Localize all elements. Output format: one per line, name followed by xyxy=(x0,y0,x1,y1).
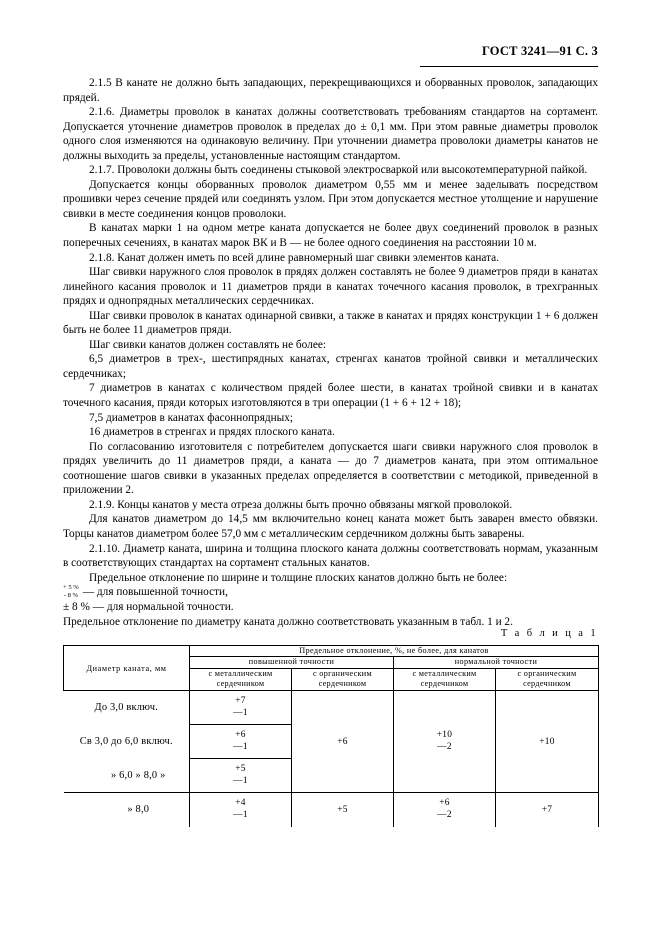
paragraph-lay-16: 16 диаметров в стренгах и прядях плоского каната. xyxy=(89,426,335,439)
paragraph-2-1-6: 2.1.6. Диаметры проволок в канатах должны соответствовать требованиям стандартов на сортамент. Допускается уточнение диаметров проволок в пределах до ± 0,1 мм. При этом равные диаметры проволок одного слоя изменяются на одинаковую величину. При уточнении диаметра проволоки диаметры канатов не должны выходить за пределы, установленные настоящим стандартом. xyxy=(63,106,598,162)
table-header-row-span xyxy=(64,646,599,657)
paragraph-rope-ends-welding: Для канатов диаметром до 14,5 мм включительно конец каната может быть заварен вместо обвязки. Торцы канатов диаметром более 57,0 мм с металлическим сердечником должны быть заварены. xyxy=(63,513,598,540)
cell-upper: +10 xyxy=(436,730,453,741)
cell-organic-high-merged: +6 xyxy=(292,691,394,793)
paragraph-2-1-7: 2.1.7. Проволоки должны быть соединены стыковой электросваркой или высокотемпературной пайкой. xyxy=(89,164,588,177)
body-text xyxy=(63,76,598,629)
cell-organic-high-over-8: +5 xyxy=(292,793,394,827)
cell-metal-high-up-to-3 xyxy=(190,691,292,725)
cell-metal-high-over-8 xyxy=(190,793,292,827)
paragraph-mark-1-joints: В канатах марки 1 на одном метре каната допускается не более двух соединений проволок в разных поперечных сечениях, в канатах марок ВК и В — не более одного соединения на расстоянии 10 м. xyxy=(63,222,598,250)
tolerance-normal-precision-line: ± 8 % — для нормальной точности. xyxy=(63,601,234,614)
table-header-diameter: Диаметр каната, мм xyxy=(64,646,190,691)
paragraph-2-1-9: 2.1.9. Концы канатов у места отреза должны быть прочно обвязаны мягкой проволокой. xyxy=(89,498,513,511)
table-header-organic-core-high: с органическим сердечником xyxy=(292,668,394,690)
paragraph-2-1-5: 2.1.5 В канате не должно быть западающих, перекрещивающихся и оборванных проволок, западающих прядей. xyxy=(63,77,598,104)
table-row xyxy=(64,793,599,827)
tolerance-table-wrap xyxy=(63,645,598,827)
tolerance-stack xyxy=(63,584,79,599)
cell-lower: —2 xyxy=(437,741,452,752)
paragraph-lay-7-5: 7,5 диаметров в канатах фасоннопрядных; xyxy=(89,411,294,424)
cell-metal-normal-over-8 xyxy=(394,793,496,827)
paragraph-outer-layer-lay: Шаг свивки наружного слоя проволок в прядях должен составлять не более 9 диаметров пряди в канатах линейного касания проволок и 11 диаметров пряди в канатах точечного касания проволок, в трехгранных прядях и однопрядных металлических сердечниках. xyxy=(63,266,598,308)
cell-upper: +6 xyxy=(235,730,246,741)
paragraph-single-lay: Шаг свивки проволок в канатах одинарной свивки, а также в канатах и прядях конструкции 1 + 6 должен быть не более 11 диаметров пряди. xyxy=(63,309,598,337)
cell-metal-high-6-to-8 xyxy=(190,759,292,793)
table-caption: Т а б л и ц а 1 xyxy=(500,628,598,639)
tolerance-table xyxy=(63,645,599,827)
table-header-group-high: повышенной точности xyxy=(190,657,394,668)
table-header-group-normal: нормальной точности xyxy=(394,657,599,668)
table-header-metal-core-normal: с металлическим сердечником xyxy=(394,668,496,690)
paragraph-2-1-8: 2.1.8. Канат должен иметь по всей длине равномерный шаг свивки элементов каната. xyxy=(89,251,500,264)
tolerance-high-precision-text: — для повышенной точности, xyxy=(82,586,228,599)
table-header-deviation: Предельное отклонение, %, не более, для канатов xyxy=(190,646,599,657)
row-label-6-to-8: » 6,0 » 8,0 » xyxy=(110,769,166,781)
cell-organic-normal-merged: +10 xyxy=(496,691,599,793)
tolerance-upper: + 5 % xyxy=(63,584,79,592)
tolerance-high-precision-line xyxy=(63,585,598,600)
table-header-organic-core-normal: с органическим сердечником xyxy=(496,668,599,690)
cell-upper: +4 xyxy=(235,798,246,809)
paragraph-2-1-10: 2.1.10. Диаметр каната, ширина и толщина плоского каната должны соответствовать нормам, указанным в соответствующих стандартах на сортамент стальных канатов. xyxy=(63,542,598,570)
cell-upper: +7 xyxy=(235,696,246,707)
table-header-metal-core-high: с металлическим сердечником xyxy=(190,668,292,690)
cell-lower: —1 xyxy=(233,741,248,752)
running-header: ГОСТ 3241—91 С. 3 xyxy=(481,44,598,58)
tolerance-lower: - 8 % xyxy=(63,591,79,599)
row-label-over-8: » 8,0 xyxy=(64,793,190,827)
cell-upper: +5 xyxy=(235,764,246,775)
paragraph-agreement: По согласованию изготовителя с потребителем допускается шаги свивки наружного слоя проволок в прядях увеличить до 11 диаметров пряди, а каната — до 7 диаметров каната, при этом оптимальное соотношение шагов свивки в указанных пределах определяется в соответствии с методикой, приведенной в приложении 2. xyxy=(63,440,598,497)
table-row xyxy=(64,691,599,725)
cell-metal-normal-merged xyxy=(394,691,496,793)
row-label-3-to-6: Св 3,0 до 6,0 включ. xyxy=(79,736,173,747)
cell-lower: —1 xyxy=(233,809,248,820)
header-rule xyxy=(420,66,598,67)
paragraph-lay-7: 7 диаметров в канатах с количеством прядей более шести, в канатах тройной свивки и в канатах точечного касания, пряди которых изготовляются в три операции (1 + 6 + 12 + 18); xyxy=(63,382,598,410)
cell-metal-high-3-to-6 xyxy=(190,725,292,759)
cell-organic-normal-over-8: +7 xyxy=(496,793,599,827)
paragraph-lay-intro: Шаг свивки канатов должен составлять не более: xyxy=(89,338,326,351)
cell-upper: +6 xyxy=(439,798,450,809)
cell-lower: —2 xyxy=(437,809,452,820)
cell-lower: —1 xyxy=(233,775,248,786)
paragraph-broken-wire-ends: Допускается концы оборванных проволок диаметром 0,55 мм и менее заделывать посредством прошивки через сечение прядей или соединять узлом. При этом допускается местное утолщение и нарушение свивки в месте соединения концов проволоки. xyxy=(63,178,598,220)
paragraph-tolerance-intro: Предельное отклонение по ширине и толщине плоских канатов должно быть не более: xyxy=(89,571,508,584)
paragraph-closing-reference: Предельное отклонение по диаметру каната должно соответствовать указанным в табл. 1 и 2. xyxy=(63,615,513,628)
row-label-up-to-3: До 3,0 включ. xyxy=(64,691,190,725)
paragraph-lay-6-5: 6,5 диаметров в трех-, шестипрядных канатах, стренгах канатов тройной свивки и металлических сердечниках; xyxy=(63,353,598,380)
cell-lower: —1 xyxy=(233,707,248,718)
